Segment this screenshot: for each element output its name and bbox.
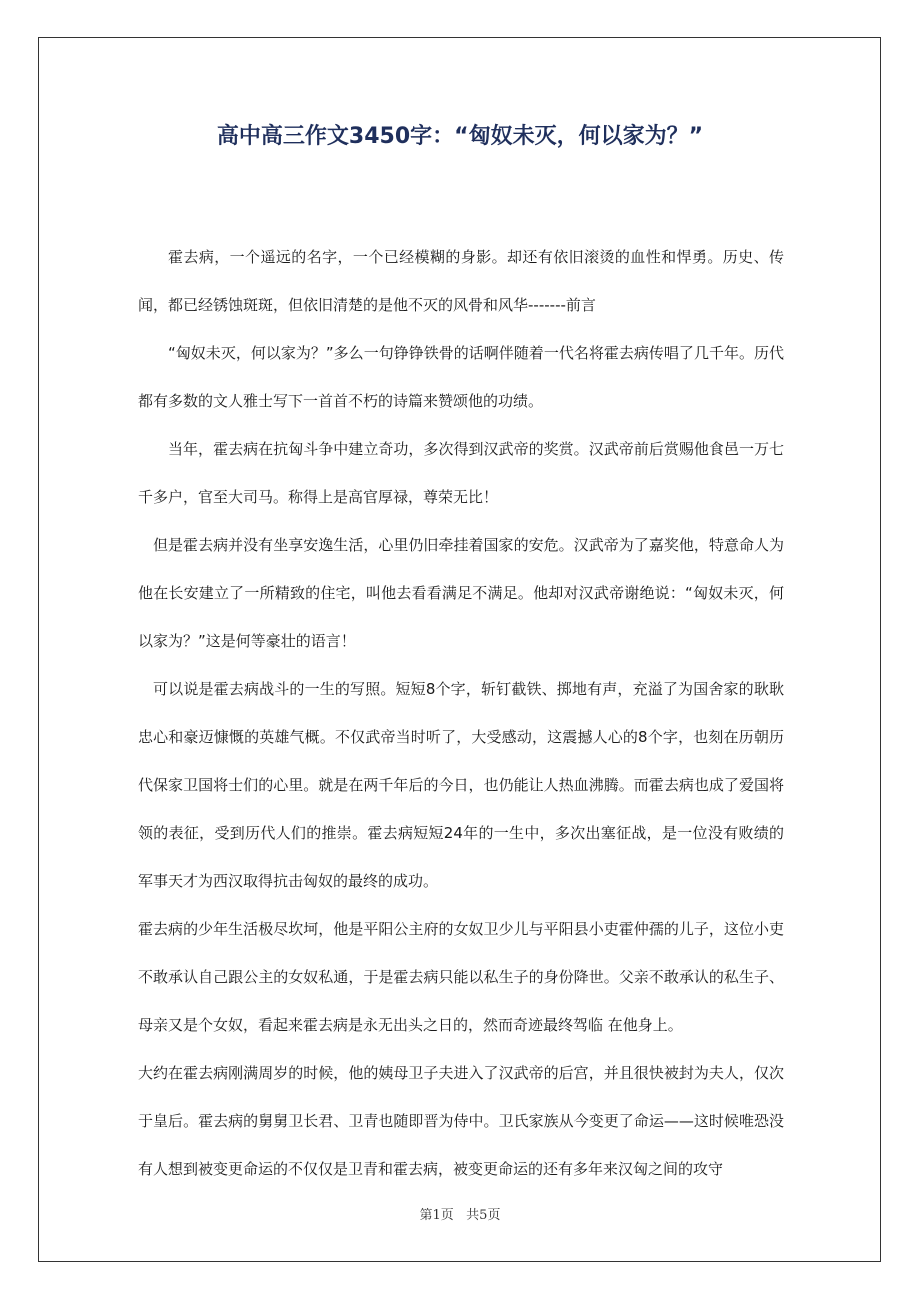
paragraph: 可以说是霍去病战斗的一生的写照。短短8个字，斩钉截铁、掷地有声，充溢了为国舍家的耿耿忠心和豪迈慷慨的英雄气概。不仅武帝当时听了，大受感动，这震撼人心的8个字，也刻在历朝历代保家卫国将士们的心里。就是在两千年后的今日，也仍能让人热血沸腾。而霍去病也成了爱国将领的表征，受到历代人们的推崇。霍去病短短24年的一生中，多次出塞征战，是一位没有败绩的军事天才为西汉取得抗击匈奴的最终的成功。 bbox=[138, 680, 784, 890]
page-number-footer: 第1页 共5页 bbox=[419, 1208, 501, 1223]
paragraph: “匈奴未灭，何以家为？”多么一句铮铮铁骨的话啊伴随着一代名将霍去病传唱了几千年。历代都有多数的文人雅士写下一首首不朽的诗篇来赞颂他的功绩。 bbox=[138, 344, 784, 410]
paragraph: 霍去病的少年生活极尽坎坷，他是平阳公主府的女奴卫少儿与平阳县小吏霍仲孺的儿子，这位小吏不敢承认自己跟公主的女奴私通，于是霍去病只能以私生子的身份降世。父亲不敢承认的私生子、母亲又是个女奴，看起来霍去病是永无出头之日的，然而奇迹最终驾临 在他身上。 bbox=[138, 920, 784, 1034]
paragraph: 但是霍去病并没有坐享安逸生活，心里仍旧牵挂着国家的安危。汉武帝为了嘉奖他，特意命人为他在长安建立了一所精致的住宅，叫他去看看满足不满足。他却对汉武帝谢绝说：“匈奴未灭，何以家为？”这是何等豪壮的语言！ bbox=[138, 536, 784, 650]
paragraph: 大约在霍去病刚满周岁的时候，他的姨母卫子夫进入了汉武帝的后宫，并且很快被封为夫人，仅次于皇后。霍去病的舅舅卫长君、卫青也随即晋为侍中。卫氏家族从今变更了命运——这时候唯恐没有人想到被变更命运的不仅仅是卫青和霍去病，被变更命运的还有多年来汉匈之间的攻守 bbox=[138, 1064, 784, 1178]
document-body bbox=[138, 233, 784, 1193]
paragraph: 霍去病，一个遥远的名字，一个已经模糊的身影。却还有依旧滚烫的血性和悍勇。历史、传闻，都已经锈蚀斑斑，但依旧清楚的是他不灭的风骨和风华-------前言 bbox=[138, 248, 784, 314]
paragraph: 当年，霍去病在抗匈斗争中建立奇功，多次得到汉武帝的奖赏。汉武帝前后赏赐他食邑一万七千多户，官至大司马。称得上是高官厚禄，尊荣无比！ bbox=[138, 440, 784, 506]
document-title: 高中高三作文3450字：“匈奴未灭，何以家为？” bbox=[216, 124, 704, 149]
